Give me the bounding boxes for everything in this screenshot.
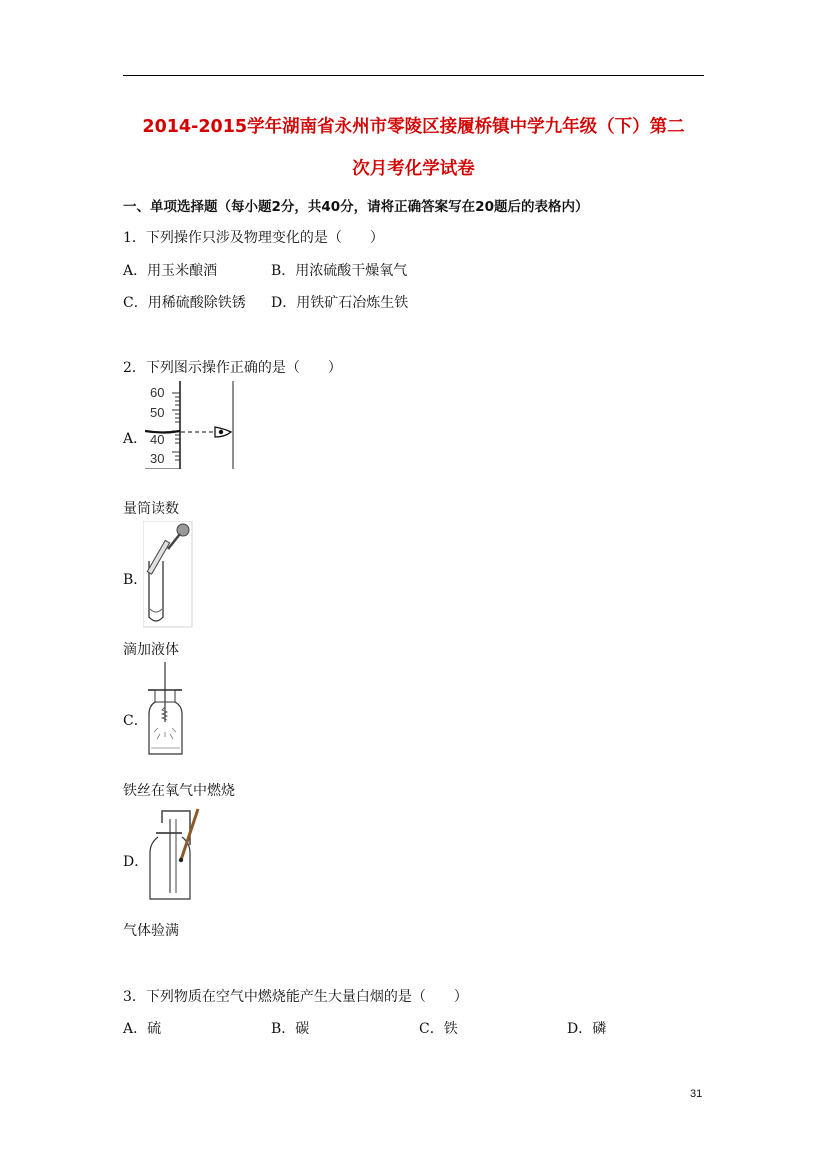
q3-option-a: A．硫 [123,1021,162,1037]
q2-option-d-caption: 气体验满 [123,923,179,939]
q2-option-a-label: A． [123,431,148,447]
cylinder-tick-60: 60 [150,385,165,400]
q3-option-b: B．碳 [271,1021,310,1037]
q1-stem: 1．下列操作只涉及物理变化的是（ ） [123,230,384,246]
header-rule [123,75,704,76]
q3-stem: 3．下列物质在空气中燃烧能产生大量白烟的是（ ） [123,989,468,1005]
cylinder-tick-50: 50 [150,405,165,420]
q3-option-d: D．磷 [567,1021,607,1037]
q2-option-c-caption: 铁丝在氧气中燃烧 [123,783,235,799]
dropper-test-tube-figure [143,521,193,628]
q2-stem: 2．下列图示操作正确的是（ ） [123,360,342,376]
q2-option-c-label: C． [123,713,148,729]
q1-option-a: A．用玉米酿酒 [123,263,218,279]
q3-option-c: C．铁 [419,1021,458,1037]
iron-wire-oxygen-bottle-figure [146,662,186,757]
cylinder-tick-40: 40 [150,432,165,447]
exam-title-line1: 2014-2015学年湖南省永州市零陵区接履桥镇中学九年级（下）第二 [142,117,685,137]
q2-option-a-caption: 量筒读数 [123,501,179,517]
page-number: 31 [690,1088,703,1100]
graduated-cylinder-figure [145,381,235,469]
exam-title-line2: 次月考化学试卷 [352,159,475,179]
q1-option-c: C．用稀硫酸除铁锈 [123,295,246,311]
q2-option-b-caption: 滴加液体 [123,642,179,658]
q2-option-b-label: B． [123,572,148,588]
q2-option-d-label: D． [123,854,149,870]
section-heading: 一、单项选择题（每小题2分，共40分，请将正确答案写在20题后的表格内） [123,199,589,215]
q1-option-b: B．用浓硫酸干燥氧气 [271,263,408,279]
gas-collection-bottle-figure [146,805,201,901]
q1-option-d: D．用铁矿石冶炼生铁 [271,295,409,311]
cylinder-tick-30: 30 [150,451,165,466]
